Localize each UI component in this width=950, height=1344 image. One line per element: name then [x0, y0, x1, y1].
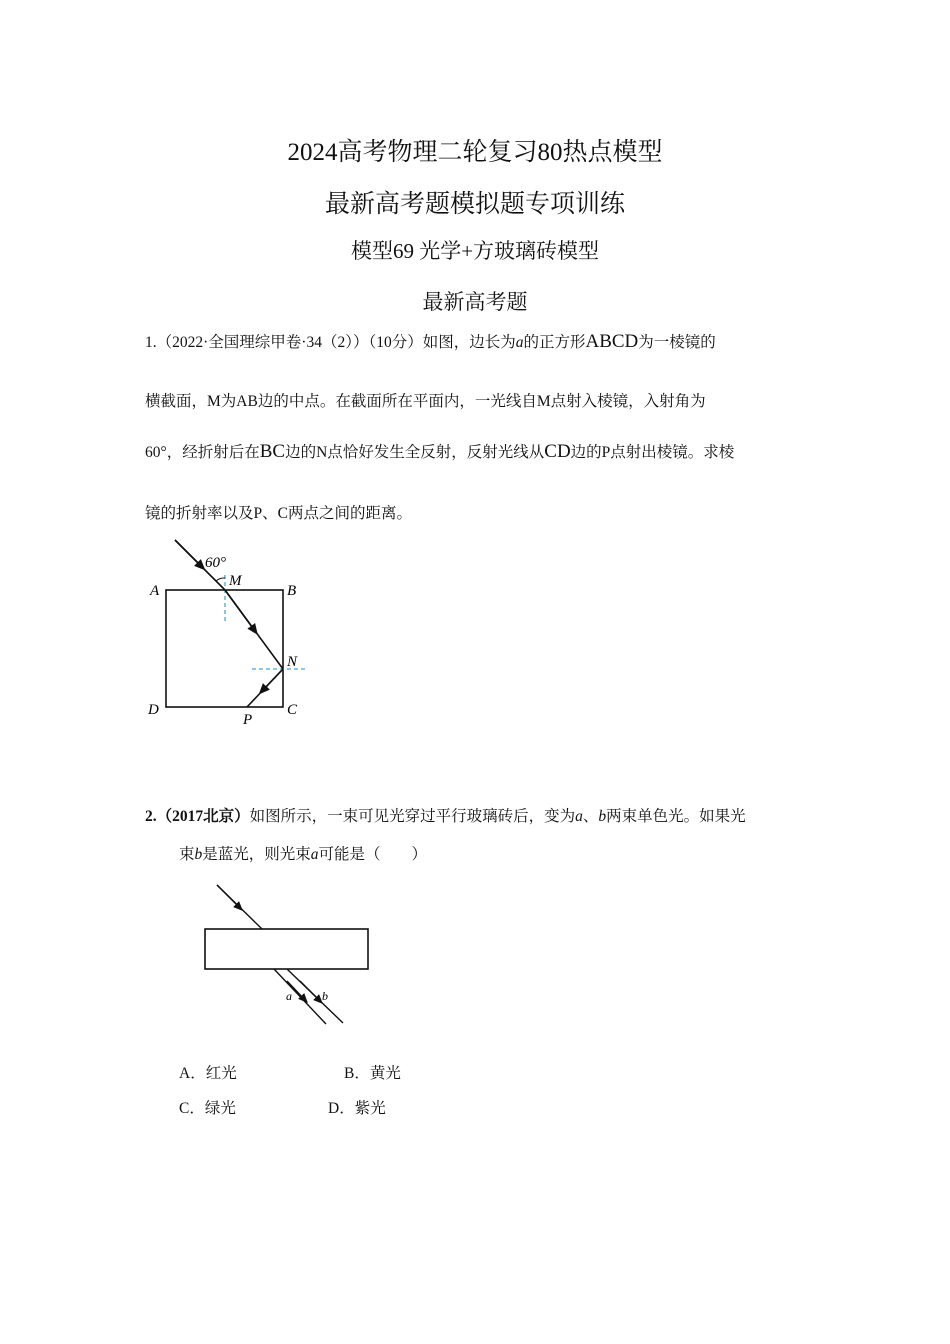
q2-glass-figure [195, 878, 370, 1030]
beam-a [274, 969, 326, 1024]
label-a: A [150, 583, 160, 599]
label-b: b [322, 989, 328, 1003]
q1-bc: BC [259, 441, 286, 462]
label-d: D [148, 702, 159, 718]
incident-beam-arrow [217, 885, 240, 908]
q1-line-4: 镜的折射率以及P、C两点之间的距离。 [145, 505, 412, 522]
incident-arrow [175, 540, 202, 567]
q1-cd: CD [544, 441, 571, 462]
q2-line-1 [145, 804, 746, 826]
q1-text: 边的N点恰好发生全反射，反射光线从 [285, 444, 545, 461]
label-p: P [243, 712, 253, 728]
q1-var-a: a [515, 334, 524, 351]
label-n: N [287, 654, 298, 670]
q2-text: 两束单色光。如果光 [606, 808, 746, 825]
q2-text: 束 [179, 846, 195, 863]
title-line-1: 2024高考物理二轮复习80热点模型 [287, 139, 663, 166]
section-title: 最新高考题 [422, 290, 528, 314]
title-line-2: 最新高考题模拟题专项训练 [324, 191, 625, 218]
q1-source: （2022·全国理综甲卷·34（2））（10分） [156, 334, 423, 351]
q2-var-b-2: b [194, 846, 203, 863]
option-c[interactable]: C．绿光 [179, 1100, 236, 1117]
reflected-arrow [262, 669, 283, 691]
q2-text: 是蓝光，则光束 [202, 846, 311, 863]
q2-text: 可能是（ ） [318, 846, 428, 863]
model-title: 模型69 光学+方玻璃砖模型 [350, 239, 600, 263]
q2-var-b: b [598, 808, 607, 825]
q2-text: 如图所示，一束可见光穿过平行玻璃砖后，变为 [249, 808, 576, 825]
q2-source: （2017北京） [156, 808, 250, 825]
q1-text: 的正方形 [523, 334, 586, 351]
option-a[interactable]: A．红光 [179, 1065, 237, 1082]
q1-text: 60°，经折射后在 [145, 444, 260, 461]
option-d[interactable]: D．紫光 [328, 1100, 386, 1117]
square-prism [166, 590, 283, 707]
q1-line-1 [145, 330, 716, 353]
q2-text: 、 [582, 808, 599, 825]
refracted-arrow [225, 590, 255, 631]
q2-line-2 [179, 842, 427, 864]
q1-text: 如图，边长为 [422, 334, 516, 351]
q1-text: 为一棱镜的 [638, 334, 716, 351]
q2-var-a-2: a [310, 846, 319, 863]
angle-label: 60° [205, 555, 226, 571]
glass-slab [205, 929, 368, 969]
label-a: a [286, 989, 292, 1003]
q1-line-2: 横截面，M为AB边的中点。在截面所在平面内，一光线自M点射入棱镜，入射角为 [145, 393, 706, 410]
q1-text: 边的P点射出棱镜。求棱 [570, 444, 735, 461]
q2-number: 2. [145, 808, 157, 825]
angle-arc [216, 578, 225, 581]
q1-abcd: ABCD [585, 331, 639, 352]
q1-prism-figure [140, 535, 320, 730]
label-m: M [229, 573, 242, 589]
q1-line-3 [145, 440, 734, 463]
q1-number: 1. [145, 334, 157, 351]
option-b[interactable]: B．黄光 [344, 1065, 401, 1082]
label-b: B [287, 583, 297, 599]
label-c: C [287, 702, 298, 718]
q2-var-a: a [575, 808, 583, 825]
